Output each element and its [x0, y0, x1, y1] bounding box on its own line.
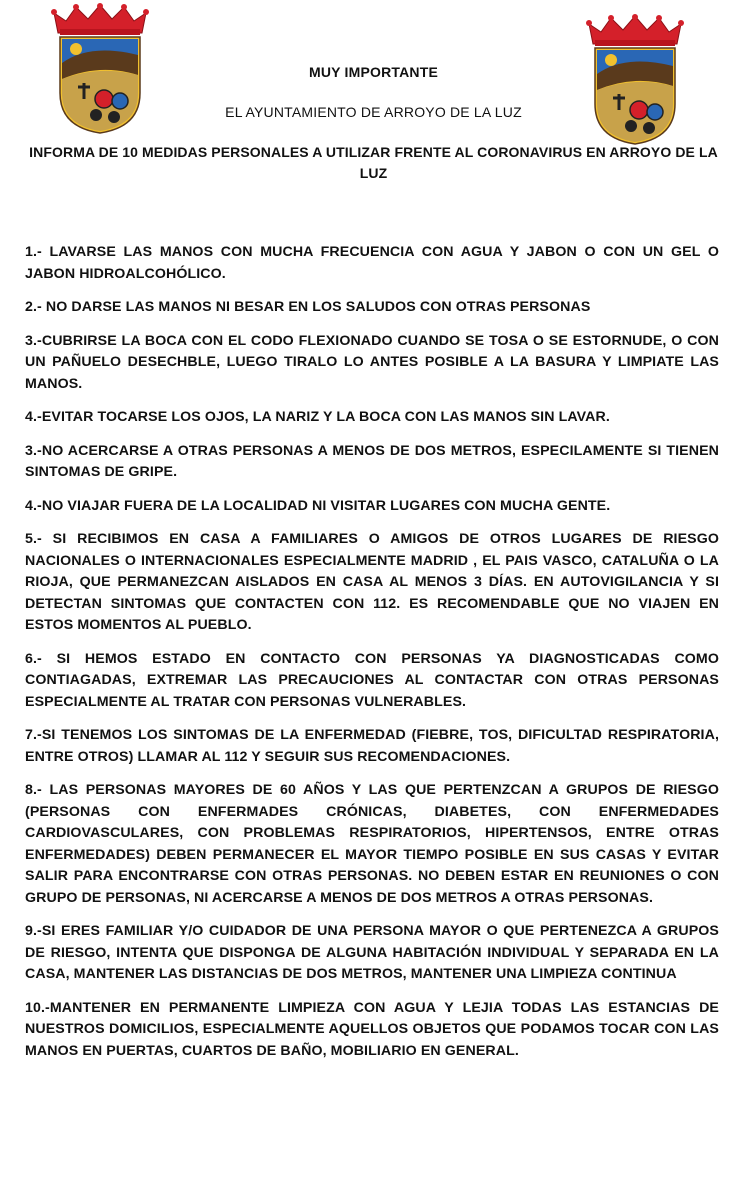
council-name: EL AYUNTAMIENTO DE ARROYO DE LA LUZ	[225, 104, 522, 120]
measure-item: 3.-NO ACERCARSE A OTRAS PERSONAS A MENOS DE DOS METROS, ESPECILAMENTE SI TIENEN SINTOMAS DE GRIPE.	[25, 442, 719, 480]
measure-item: 6.- SI HEMOS ESTADO EN CONTACTO CON PERSONAS YA DIAGNOSTICADAS COMO CONTIAGADAS, EXTREMAR LAS PRECAUCIONES AL CONTACTAR CON OTRAS PERSONAS ESPECIALMENTE AL TRATAR CON PERSONAS VULNERABLES.	[25, 650, 719, 710]
crest-right-graphic	[585, 14, 685, 146]
measure-item: 2.- NO DARSE LAS MANOS NI BESAR EN LOS SALUDOS CON OTRAS PERSONAS	[25, 299, 591, 315]
headline-important: MUY IMPORTANTE	[308, 64, 439, 80]
measure-item: 4.-EVITAR TOCARSE LOS OJOS, LA NARIZ Y LA BOCA CON LAS MANOS SIN LAVAR.	[25, 409, 610, 425]
measure-item: 8.- LAS PERSONAS MAYORES DE 60 AÑOS Y LAS QUE PERTENZCAN A GRUPOS DE RIESGO (PERSONAS CON ENFERMADES CRÓNICAS, DIABETES, CON ENFERMEDADES CARDIOVASCULARES, CON PROBLEMAS RESPIRATORIOS, HIPERTENSOS, ENTRE OTRAS ENFERMEDADES) DEBEN PERMANECER EL MAYOR TIEMPO POSIBLE EN SUS CASAS Y EVITAR SALIR PARA ENCONTRARSE CON OTRAS PERSONAS. NO DEBEN ESTAR EN REUNIONES O CON GRUPO DE PERSONAS, NI ACERCARSE A MENOS DE DOS METROS A OTRAS PERSONAS.	[25, 782, 719, 906]
measure-item: 10.-MANTENER EN PERMANENTE LIMPIEZA CON AGUA Y LEJIA TODAS LAS ESTANCIAS DE NUESTROS DOMICILIOS, ESPECIALMENTE AQUELLOS OBJETOS QUE PODAMOS TOCAR CON LAS MANOS EN PUERTAS, CUARTOS DE BAÑO, MOBILIARIO EN GENERAL.	[25, 999, 719, 1059]
measure-item: 9.-SI ERES FAMILIAR Y/O CUIDADOR DE UNA PERSONA MAYOR O QUE PERTENEZCA A GRUPOS DE RIESGO, INTENTA QUE DISPONGA DE ALGUNA HABITACIÓN INDIVIDUAL Y SEPARADA EN LA CASA, MANTENER LAS DISTANCIAS DE DOS METROS, MANTENER UNA LIMPIEZA CONTINUA	[25, 923, 719, 982]
municipal-coat-of-arms-icon	[585, 14, 685, 146]
measure-item: 7.-SI TENEMOS LOS SINTOMAS DE LA ENFERMEDAD (FIEBRE, TOS, DIFICULTAD RESPIRATORIA, ENTRE OTROS) LLAMAR AL 112 Y SEGUIR SUS RECOMENDACIONES.	[25, 727, 719, 765]
document-title: INFORMA DE 10 MEDIDAS PERSONALES A UTILIZAR FRENTE AL CORONAVIRUS EN ARROYO DE LA LUZ	[29, 144, 718, 181]
measures-list	[25, 242, 719, 1074]
measure-item: 1.- LAVARSE LAS MANOS CON MUCHA FRECUENCIA CON AGUA Y JABON O CON UN GEL O JABON HIDROALCOHÓLICO.	[25, 244, 719, 282]
measure-item: 5.- SI RECIBIMOS EN CASA A FAMILIARES O AMIGOS DE OTROS LUGARES DE RIESGO NACIONALES O INTERNACIONALES ESPECIALMENTE MADRID , EL PAIS VASCO, CATALUÑA O LA RIOJA, QUE PERMANEZCAN AISLADOS EN CASA AL MENOS 3 DÍAS. EN AUTOVIGILANCIA Y SI DETECTAN SINTOMAS QUE CONTACTEN CON 112. ES RECOMENDABLE QUE NO VIAJEN EN ESTOS MOMENTOS AL PUEBLO.	[25, 531, 719, 633]
measure-item: 4.-NO VIAJAR FUERA DE LA LOCALIDAD NI VISITAR LUGARES CON MUCHA GENTE.	[25, 497, 611, 514]
measure-item: 3.-CUBRIRSE LA BOCA CON EL CODO FLEXIONADO CUANDO SE TOSA O SE ESTORNUDE, O CON UN PAÑUELO DESECHBLE, LUEGO TIRALO LO ANTES POSIBLE A LA BASURA Y LIMPIATE LAS MANOS.	[25, 332, 719, 392]
